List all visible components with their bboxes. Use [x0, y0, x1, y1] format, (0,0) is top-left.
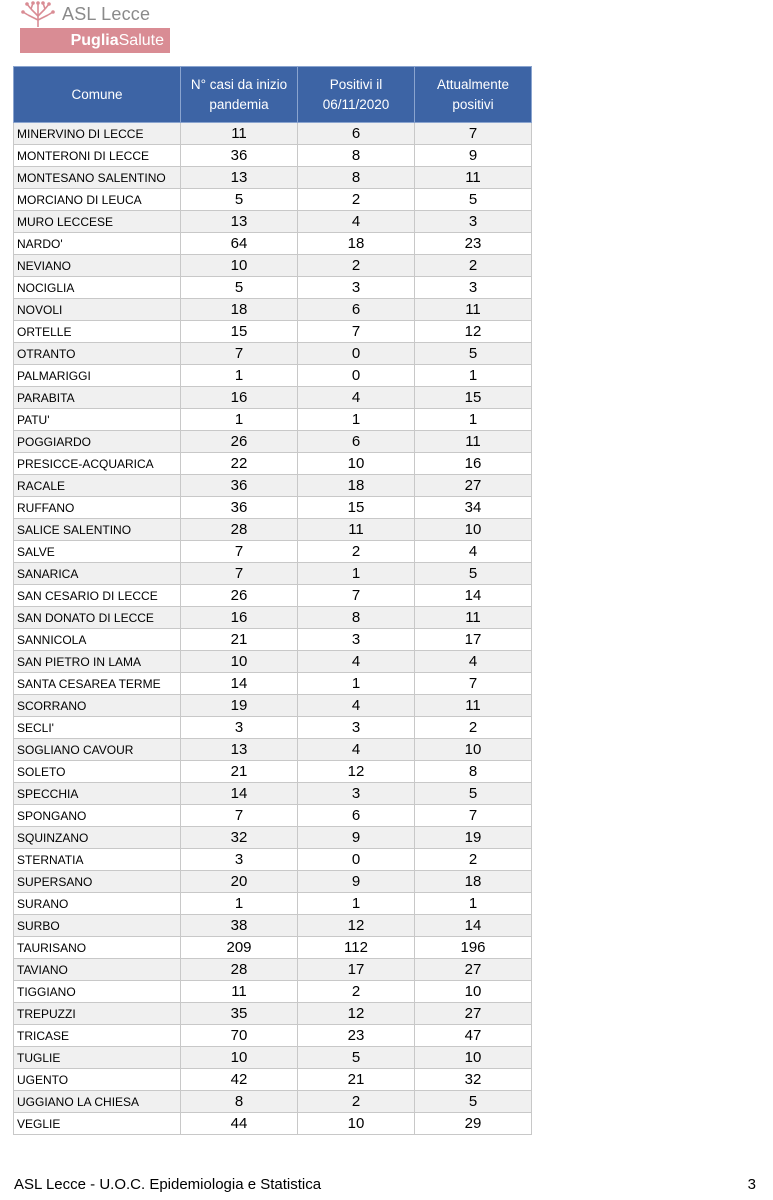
cell-positives-date: 7	[298, 321, 415, 343]
cell-currently-positive: 3	[415, 211, 532, 233]
cell-comune: SPECCHIA	[14, 783, 181, 805]
cell-positives-date: 21	[298, 1069, 415, 1091]
table-row	[14, 717, 532, 739]
cell-total-cases: 8	[181, 1091, 298, 1113]
table-row	[14, 1025, 532, 1047]
table-row	[14, 981, 532, 1003]
cell-currently-positive: 5	[415, 189, 532, 211]
cell-comune: SPONGANO	[14, 805, 181, 827]
cell-comune: PARABITA	[14, 387, 181, 409]
cell-comune: NEVIANO	[14, 255, 181, 277]
table-row	[14, 915, 532, 937]
cell-positives-date: 2	[298, 1091, 415, 1113]
cell-positives-date: 3	[298, 783, 415, 805]
cell-comune: PRESICCE-ACQUARICA	[14, 453, 181, 475]
cell-positives-date: 10	[298, 453, 415, 475]
cell-comune: TUGLIE	[14, 1047, 181, 1069]
table-row	[14, 1091, 532, 1113]
table-row	[14, 519, 532, 541]
cell-currently-positive: 11	[415, 167, 532, 189]
cell-positives-date: 7	[298, 585, 415, 607]
cell-positives-date: 2	[298, 541, 415, 563]
cell-comune: NARDO'	[14, 233, 181, 255]
table-row	[14, 805, 532, 827]
cell-currently-positive: 12	[415, 321, 532, 343]
cell-positives-date: 1	[298, 563, 415, 585]
table-row	[14, 497, 532, 519]
cell-comune: SANARICA	[14, 563, 181, 585]
table-row	[14, 431, 532, 453]
table-row	[14, 1003, 532, 1025]
asl-lecce-logo	[20, 0, 170, 54]
cell-currently-positive: 23	[415, 233, 532, 255]
table-row	[14, 365, 532, 387]
cell-total-cases: 7	[181, 343, 298, 365]
table-row	[14, 409, 532, 431]
cell-positives-date: 12	[298, 1003, 415, 1025]
table-row	[14, 387, 532, 409]
cell-comune: SAN PIETRO IN LAMA	[14, 651, 181, 673]
cell-currently-positive: 27	[415, 959, 532, 981]
cell-currently-positive: 17	[415, 629, 532, 651]
cell-currently-positive: 1	[415, 365, 532, 387]
cell-positives-date: 6	[298, 299, 415, 321]
cell-comune: SOGLIANO CAVOUR	[14, 739, 181, 761]
cell-total-cases: 13	[181, 167, 298, 189]
table-row	[14, 475, 532, 497]
cell-currently-positive: 11	[415, 299, 532, 321]
cell-currently-positive: 1	[415, 893, 532, 915]
cell-comune: NOCIGLIA	[14, 277, 181, 299]
table-row	[14, 145, 532, 167]
cell-comune: SURBO	[14, 915, 181, 937]
cell-total-cases: 64	[181, 233, 298, 255]
cell-currently-positive: 15	[415, 387, 532, 409]
cell-positives-date: 1	[298, 409, 415, 431]
header-currently-positive: Attualmente positivi	[415, 67, 532, 123]
cell-comune: SAN DONATO DI LECCE	[14, 607, 181, 629]
cell-total-cases: 7	[181, 541, 298, 563]
cell-positives-date: 10	[298, 1113, 415, 1135]
cell-comune: TAVIANO	[14, 959, 181, 981]
cell-total-cases: 70	[181, 1025, 298, 1047]
cell-total-cases: 3	[181, 849, 298, 871]
table-row	[14, 893, 532, 915]
cell-total-cases: 28	[181, 959, 298, 981]
cell-comune: TREPUZZI	[14, 1003, 181, 1025]
cell-comune: RACALE	[14, 475, 181, 497]
cell-total-cases: 10	[181, 651, 298, 673]
cell-positives-date: 0	[298, 343, 415, 365]
cell-currently-positive: 16	[415, 453, 532, 475]
logo-bar-bold: Puglia	[70, 31, 119, 49]
cell-total-cases: 11	[181, 981, 298, 1003]
cell-currently-positive: 196	[415, 937, 532, 959]
cell-comune: VEGLIE	[14, 1113, 181, 1135]
footer-text: ASL Lecce - U.O.C. Epidemiologia e Statistica	[14, 1176, 322, 1193]
cell-positives-date: 4	[298, 211, 415, 233]
cell-positives-date: 4	[298, 739, 415, 761]
cell-comune: STERNATIA	[14, 849, 181, 871]
cell-currently-positive: 27	[415, 475, 532, 497]
cell-comune: POGGIARDO	[14, 431, 181, 453]
table-row	[14, 563, 532, 585]
cell-total-cases: 10	[181, 255, 298, 277]
page-number: 3	[747, 1176, 756, 1193]
cell-comune: ORTELLE	[14, 321, 181, 343]
cell-positives-date: 3	[298, 277, 415, 299]
table-row	[14, 233, 532, 255]
cell-positives-date: 6	[298, 805, 415, 827]
cell-comune: UGENTO	[14, 1069, 181, 1091]
cell-positives-date: 4	[298, 651, 415, 673]
cell-comune: OTRANTO	[14, 343, 181, 365]
table-row	[14, 761, 532, 783]
cell-positives-date: 5	[298, 1047, 415, 1069]
cell-comune: PALMARIGGI	[14, 365, 181, 387]
cell-total-cases: 3	[181, 717, 298, 739]
table-row	[14, 607, 532, 629]
cell-positives-date: 3	[298, 629, 415, 651]
cell-total-cases: 5	[181, 277, 298, 299]
cell-total-cases: 11	[181, 123, 298, 145]
cell-comune: UGGIANO LA CHIESA	[14, 1091, 181, 1113]
cell-comune: MURO LECCESE	[14, 211, 181, 233]
cell-comune: RUFFANO	[14, 497, 181, 519]
cell-positives-date: 11	[298, 519, 415, 541]
cell-comune: SOLETO	[14, 761, 181, 783]
cell-currently-positive: 1	[415, 409, 532, 431]
table-row	[14, 827, 532, 849]
cell-currently-positive: 7	[415, 123, 532, 145]
cell-positives-date: 8	[298, 607, 415, 629]
cell-total-cases: 21	[181, 761, 298, 783]
cell-total-cases: 26	[181, 585, 298, 607]
table-row	[14, 1069, 532, 1091]
cell-currently-positive: 9	[415, 145, 532, 167]
cell-positives-date: 8	[298, 167, 415, 189]
cell-positives-date: 3	[298, 717, 415, 739]
table-row	[14, 255, 532, 277]
cell-currently-positive: 5	[415, 343, 532, 365]
cell-currently-positive: 10	[415, 519, 532, 541]
header-total-cases: N° casi da inizio pandemia	[181, 67, 298, 123]
cell-total-cases: 36	[181, 145, 298, 167]
cell-total-cases: 7	[181, 805, 298, 827]
cell-total-cases: 32	[181, 827, 298, 849]
table-row	[14, 167, 532, 189]
cell-positives-date: 0	[298, 849, 415, 871]
cell-positives-date: 17	[298, 959, 415, 981]
cell-comune: SCORRANO	[14, 695, 181, 717]
cell-currently-positive: 7	[415, 673, 532, 695]
table-row	[14, 453, 532, 475]
cell-positives-date: 23	[298, 1025, 415, 1047]
cases-table	[13, 66, 532, 1135]
cell-currently-positive: 11	[415, 431, 532, 453]
cell-currently-positive: 4	[415, 541, 532, 563]
table-body	[14, 123, 532, 1135]
table-row	[14, 541, 532, 563]
table-row	[14, 321, 532, 343]
cell-total-cases: 1	[181, 365, 298, 387]
cell-comune: SALVE	[14, 541, 181, 563]
cell-positives-date: 12	[298, 761, 415, 783]
cell-currently-positive: 47	[415, 1025, 532, 1047]
cell-positives-date: 2	[298, 189, 415, 211]
cell-total-cases: 16	[181, 387, 298, 409]
table-row	[14, 123, 532, 145]
cell-positives-date: 8	[298, 145, 415, 167]
cell-currently-positive: 11	[415, 607, 532, 629]
cell-currently-positive: 32	[415, 1069, 532, 1091]
cell-comune: MINERVINO DI LECCE	[14, 123, 181, 145]
cell-total-cases: 36	[181, 475, 298, 497]
cell-positives-date: 4	[298, 387, 415, 409]
cell-total-cases: 14	[181, 783, 298, 805]
cell-comune: SALICE SALENTINO	[14, 519, 181, 541]
cell-comune: SAN CESARIO DI LECCE	[14, 585, 181, 607]
tree-logo-icon	[20, 0, 56, 28]
table-row	[14, 937, 532, 959]
table-row	[14, 695, 532, 717]
table-row	[14, 585, 532, 607]
cell-currently-positive: 3	[415, 277, 532, 299]
cell-currently-positive: 18	[415, 871, 532, 893]
cell-comune: SANNICOLA	[14, 629, 181, 651]
cell-positives-date: 6	[298, 431, 415, 453]
header-comune: Comune	[14, 67, 181, 123]
cell-total-cases: 16	[181, 607, 298, 629]
cell-currently-positive: 8	[415, 761, 532, 783]
cell-total-cases: 19	[181, 695, 298, 717]
cell-comune: SQUINZANO	[14, 827, 181, 849]
cell-total-cases: 36	[181, 497, 298, 519]
logo-bar-thin: Salute	[118, 31, 164, 49]
cell-comune: MORCIANO DI LEUCA	[14, 189, 181, 211]
table-row	[14, 299, 532, 321]
cell-comune: MONTERONI DI LECCE	[14, 145, 181, 167]
cell-total-cases: 22	[181, 453, 298, 475]
cell-positives-date: 6	[298, 123, 415, 145]
cell-currently-positive: 10	[415, 1047, 532, 1069]
cell-total-cases: 1	[181, 409, 298, 431]
cell-positives-date: 12	[298, 915, 415, 937]
cell-total-cases: 35	[181, 1003, 298, 1025]
cell-total-cases: 44	[181, 1113, 298, 1135]
cell-comune: MONTESANO SALENTINO	[14, 167, 181, 189]
logo-bar	[20, 28, 170, 53]
cell-comune: SANTA CESAREA TERME	[14, 673, 181, 695]
cell-comune: SUPERSANO	[14, 871, 181, 893]
cell-total-cases: 209	[181, 937, 298, 959]
cell-currently-positive: 5	[415, 563, 532, 585]
cell-comune: PATU'	[14, 409, 181, 431]
table-row	[14, 849, 532, 871]
table-row	[14, 1113, 532, 1135]
logo-name: ASL Lecce	[62, 4, 151, 24]
cell-comune: TAURISANO	[14, 937, 181, 959]
cell-comune: TRICASE	[14, 1025, 181, 1047]
cell-currently-positive: 5	[415, 783, 532, 805]
cell-currently-positive: 19	[415, 827, 532, 849]
header-positives-date: Positivi il 06/11/2020	[298, 67, 415, 123]
cell-total-cases: 28	[181, 519, 298, 541]
cell-comune: SURANO	[14, 893, 181, 915]
cell-currently-positive: 10	[415, 739, 532, 761]
cell-positives-date: 2	[298, 255, 415, 277]
cell-currently-positive: 14	[415, 915, 532, 937]
cell-positives-date: 0	[298, 365, 415, 387]
cell-comune: TIGGIANO	[14, 981, 181, 1003]
cell-positives-date: 18	[298, 233, 415, 255]
cell-currently-positive: 2	[415, 255, 532, 277]
table-row	[14, 739, 532, 761]
table-row	[14, 673, 532, 695]
cell-total-cases: 20	[181, 871, 298, 893]
table-row	[14, 1047, 532, 1069]
cell-currently-positive: 2	[415, 849, 532, 871]
cell-total-cases: 1	[181, 893, 298, 915]
cell-comune: NOVOLI	[14, 299, 181, 321]
cell-currently-positive: 11	[415, 695, 532, 717]
cell-comune: SECLI'	[14, 717, 181, 739]
table-row	[14, 651, 532, 673]
cell-total-cases: 38	[181, 915, 298, 937]
cell-currently-positive: 27	[415, 1003, 532, 1025]
cell-positives-date: 112	[298, 937, 415, 959]
table-row	[14, 343, 532, 365]
cell-total-cases: 21	[181, 629, 298, 651]
cell-total-cases: 42	[181, 1069, 298, 1091]
cell-total-cases: 10	[181, 1047, 298, 1069]
cell-positives-date: 15	[298, 497, 415, 519]
cell-currently-positive: 34	[415, 497, 532, 519]
cell-currently-positive: 7	[415, 805, 532, 827]
table-row	[14, 277, 532, 299]
cell-positives-date: 2	[298, 981, 415, 1003]
cell-total-cases: 13	[181, 211, 298, 233]
cell-currently-positive: 5	[415, 1091, 532, 1113]
cell-currently-positive: 10	[415, 981, 532, 1003]
cell-total-cases: 7	[181, 563, 298, 585]
cell-positives-date: 9	[298, 827, 415, 849]
cell-currently-positive: 14	[415, 585, 532, 607]
cell-total-cases: 14	[181, 673, 298, 695]
cell-currently-positive: 4	[415, 651, 532, 673]
table-row	[14, 959, 532, 981]
table-row	[14, 211, 532, 233]
cell-positives-date: 4	[298, 695, 415, 717]
cell-currently-positive: 29	[415, 1113, 532, 1135]
cell-total-cases: 5	[181, 189, 298, 211]
table-header-row	[14, 67, 532, 123]
table-row	[14, 783, 532, 805]
cell-positives-date: 18	[298, 475, 415, 497]
cell-positives-date: 1	[298, 893, 415, 915]
cell-total-cases: 26	[181, 431, 298, 453]
cell-total-cases: 13	[181, 739, 298, 761]
table-row	[14, 871, 532, 893]
cell-currently-positive: 2	[415, 717, 532, 739]
cell-positives-date: 1	[298, 673, 415, 695]
table-row	[14, 629, 532, 651]
cell-positives-date: 9	[298, 871, 415, 893]
cell-total-cases: 18	[181, 299, 298, 321]
cell-total-cases: 15	[181, 321, 298, 343]
table-row	[14, 189, 532, 211]
